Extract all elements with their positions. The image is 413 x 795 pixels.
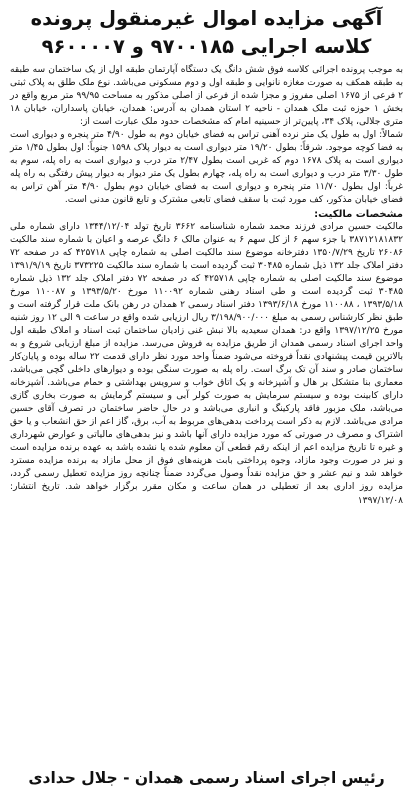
boundaries-paragraph: شمالاً: اول به طول یک متر نرده آهنی تراس به فضای خیابان دوم به طول ۴/۹۰ متر پنجره و دیواری است به فضا کوچه موجود. شرقاً: بطول ۱۹/۲۰ متر دیواری است به دیوار پلاک ۱۵۹۸ جنوباً: اول بطول ۱/۴۵ متر دیواری است به پلاک ۱۶۷۸ دوم که غربی است بطول ۲/۴۷ متر درب و دیواری است به راه پله، سوم به طول ۳/۳۰ متر درب و دیواری است به راه پله، چهارم بطول یک متر دیوار به دیوار پیش رفتگی به راه پله غرباً: اول بطول ۱۱/۷۰ متر پنجره و دیواری است به فضای خیابان دوم بطول ۴/۹۰ متر آهن تراس به فضای خیابان مذکور، کف مورد ثبت با سقف فضای تابعی مشترک و تابع قانون مدنی است. [10, 130, 404, 206]
ownership-heading: مشخصات مالکیت: [314, 208, 403, 220]
signature-line: رئیس اجرای اسناد رسمی همدان - جلال حدادی [28, 769, 385, 787]
ownership-paragraph: مالکیت حسین مرادی فرزند محمد شماره شناسنامه ۳۶۶۲ تاریخ تولد ۱۳۴۴/۱۲/۰۴ دارای شماره ملی ۳۸۷۱۲۱۸۱۸۳۲ با جزء سهم ۶ از کل سهم ۶ به عنوان مالک ۶ دانگ عرصه و اعیان با شماره سند مالکیت ۲۶۰۸۶ تاریخ ۱۳۵۰/۷/۲۹ دفترخانه موضوع سند مالکیت اصلی به شماره چاپی ۴۲۵۷۱۸ که در صفحه ۷۲ دفتر املاک جلد ۱۳۲ ذیل شماره ۳۰۴۸۵ ثبت گردیده است با شماره سند مالکیت ۳۷۳۲۲۵ تاریخ ۱۳۹۱/۹/۱۹ موضوع سند مالکیت اصلی به شماره چاپی ۴۲۵۷۱۸ که در صفحه ۷۲ دفتر املاک جلد ۱۳۲ ذیل شماره ۳۰۴۸۵ ثبت گردیده است و طی اسناد رهنی شماره ۱۱۰۰۹۲ مورخ ۱۳۹۳/۵/۲۰ و ۱۱۰۰۸۷ مورخ ۱۳۹۳/۵/۱۸ ، ۱۱۰۰۸۸ مورخ ۱۳۹۳/۶/۱۸ دفتر اسناد رسمی ۲ همدان در رهن بانک ملت قرار گرفته است و طبق نظر کارشناس رسمی به مبلغ ۳/۱۹۸/۹۰۰/۰۰۰ ریال ارزیابی شده واقع در ساعت ۹ الی ۱۲ روز شنبه مورخ ۱۳۹۷/۱۲/۲۵ واقع در: همدان سعیدیه بالا نبش غنی زادیان ساختمان ثبت اسناد و املاک طبقه اول واحد اجرای اسناد رسمی همدان از طریق مزایده به فروش می‌رسد. مزایده از مبلغ ارزیابی شروع و به بالاترین قیمت پیشنهادی نقداً فروخته می‌شود ضمناً واحد مورد نظر دارای قدمت ۲۲ ساله بوده و پایان‌کار ساختمان صادر و سند آن تک برگ است. راه پله به صورت سنگی بوده و دیوارهای داخلی گچی می‌باشد، معماری بنا متشکل بر هال و آشپزخانه و یک اتاق خواب و سرویس بهداشتی و حمام می‌باشد. آشپزخانه دارای کابینت بوده و سیستم سرمایش به صورت کولر آبی و سیستم گرمایش به صورت بخاری گازی می‌باشد، ملک مزبور فاقد پارکینگ و انباری می‌باشد و در حال حاضر ساختمان در تصرف آقای حسین مرادی می‌باشد. لازم به ذکر است پرداخت بدهی‌های مربوط به آب، برق، گاز اعم از حق انشعاب و یا حق اشتراک و مصرف در صورتی که مورد مزایده دارای آنها باشد و نیز بدهی‌های مالیاتی و عوارض شهرداری و غیره تا تاریخ مزایده اعم از اینکه رقم قطعی آن معلوم شده یا نشده باشد به عهده برنده مزایده است و نیز در صورت وجود مازاد، وجوه پرداختی بابت هزینه‌های فوق از محل مازاد به برنده مزایده مسترد خواهد شد و نیم عشر و حق مزایده نقداً وصول می‌گردد ضمناً چنانچه روز مزایده تعطیل رسمی گردد، مزایده روز اداری بعد از تعطیلی در همان ساعت و مکان مقرر برگزار خواهد شد. تاریخ انتشار: ۱۳۹۷/۱۲/۰۸ [10, 221, 404, 506]
case-number-title: کلاسه اجرایی ۹۷۰۰۱۸۵ و ۹۶۰۰۰۰۷ [41, 35, 372, 58]
notice-title: آگهی مزایده اموال غیرمنقول پرونده [30, 7, 383, 30]
intro-paragraph: به موجب پرونده اجرائی کلاسه فوق شش دانگ یک دستگاه آپارتمان طبقه اول از یک ساختمان سه طبقه به طبقه همکف به صورت مغازه نانوایی و طبقه اول و دوم مسکونی می‌باشد. نوع ملک طلق به پلاک ثبتی ۲ فرعی از ۱۶۷۵ اصلی مفروز و مجزا شده از فرعی از اصلی مذکور به مساحت ۹۹/۹۵ متر مربع واقع در بخش ۱ حوزه ثبت ملک همدان - ناحیه ۲ استان همدان به آدرس: همدان، خیابان پاسداران، خیابان ۱۸ متری جلالی، پلاک ۳۴، پایین‌تر از حسینیه امام که مشخصات حدود ملک عبارت است از: [10, 65, 403, 128]
